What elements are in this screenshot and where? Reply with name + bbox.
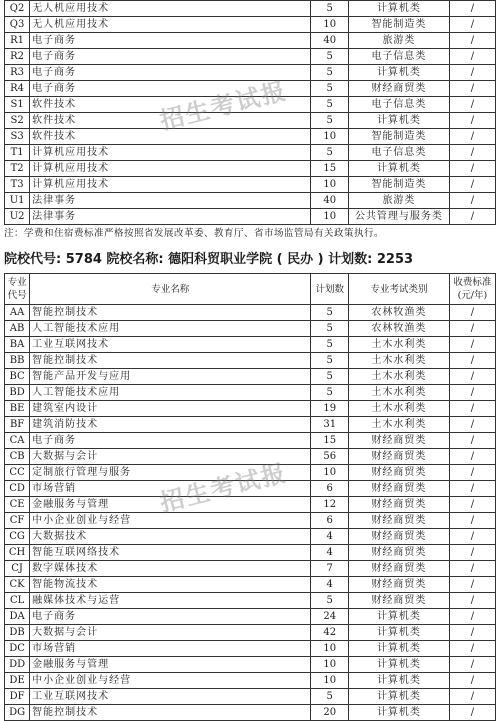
fee-cell: / [449,417,495,433]
table-row [5,385,496,401]
count-cell: 20 [311,705,349,721]
category-cell: 财经商贸类 [349,577,450,593]
major-cell: 工业互联网技术 [30,337,311,353]
fee-cell: / [449,81,495,97]
category-cell: 土木水利类 [349,369,450,385]
code-cell: CB [5,449,30,465]
category-cell: 计算机类 [349,625,450,641]
count-cell: 24 [311,609,349,625]
code-cell: CL [5,593,30,609]
category-cell: 财经商贸类 [349,449,450,465]
table-row [5,497,496,513]
fee-cell: / [449,49,495,65]
table-row [5,1,496,17]
fee-cell: / [449,657,495,673]
category-cell: 农林牧渔类 [349,305,450,321]
major-cell: 大数据与会计 [30,625,311,641]
fee-policy-note: 注：学费和住宿费标准严格按照省发展改革委、教育厅、省市场监管局有关政策执行。 [4,228,385,239]
major-cell: 计算机应用技术 [30,177,311,193]
major-cell: 无人机应用技术 [30,1,311,17]
count-cell: 5 [311,113,349,129]
count-cell: 56 [311,449,349,465]
major-cell: 智能互联网络技术 [30,545,311,561]
code-cell: CJ [5,561,30,577]
fee-cell: / [449,369,495,385]
category-cell: 计算机类 [349,1,450,17]
category-cell: 农林牧渔类 [349,321,450,337]
count-cell: 5 [311,353,349,369]
table-row [5,353,496,369]
code-cell: Q2 [5,1,30,17]
table-row [5,657,496,673]
major-cell: 融媒体技术与运营 [30,593,311,609]
major-cell: 智能物流技术 [30,577,311,593]
category-cell: 旅游类 [349,193,450,209]
code-cell: CH [5,545,30,561]
category-cell: 计算机类 [349,609,450,625]
category-cell: 计算机类 [349,673,450,689]
code-cell: CC [5,465,30,481]
code-cell: DG [5,705,30,721]
code-cell: CG [5,529,30,545]
count-cell: 5 [311,1,349,17]
table-row [5,209,496,225]
major-plan-table [4,273,496,721]
count-cell: 40 [311,33,349,49]
table-row [5,49,496,65]
header-count: 计划数 [311,274,349,305]
code-cell: DF [5,689,30,705]
table-row [5,305,496,321]
category-cell: 智能制造类 [349,17,450,33]
count-cell: 10 [311,641,349,657]
code-cell: S1 [5,97,30,113]
category-cell: 财经商贸类 [349,497,450,513]
code-cell: R1 [5,33,30,49]
fee-cell: / [449,577,495,593]
category-cell: 电子信息类 [349,97,450,113]
watermark-stamp: 招生考试报 [156,457,291,518]
fee-cell: / [449,305,495,321]
major-cell: 法律事务 [30,193,311,209]
fee-cell: / [449,161,495,177]
table-row [5,161,496,177]
category-cell: 财经商贸类 [349,513,450,529]
major-cell: 大数据与会计 [30,449,311,465]
table-row [5,577,496,593]
code-cell: S3 [5,129,30,145]
fee-cell: / [449,337,495,353]
major-cell: 软件技术 [30,97,311,113]
category-cell: 土木水利类 [349,337,450,353]
header-major: 专业名称 [30,274,311,305]
fee-cell: / [449,625,495,641]
category-cell: 财经商贸类 [349,81,450,97]
category-cell: 计算机类 [349,689,450,705]
fee-cell: / [449,673,495,689]
count-cell: 6 [311,513,349,529]
fee-cell: / [449,561,495,577]
fee-cell: / [449,17,495,33]
code-cell: DC [5,641,30,657]
code-cell: U1 [5,193,30,209]
table-row [5,641,496,657]
category-cell: 计算机类 [349,113,450,129]
major-cell: 电子商务 [30,609,311,625]
count-cell: 10 [311,177,349,193]
fee-cell: / [449,433,495,449]
count-cell: 5 [311,305,349,321]
category-cell: 智能制造类 [349,177,450,193]
count-cell: 5 [311,385,349,401]
category-cell: 电子信息类 [349,49,450,65]
major-cell: 智能控制技术 [30,705,311,721]
fee-cell: / [449,129,495,145]
count-cell: 10 [311,17,349,33]
category-cell: 财经商贸类 [349,481,450,497]
header-row [5,274,496,305]
count-cell: 10 [311,465,349,481]
fee-cell: / [449,353,495,369]
major-cell: 人工智能技术应用 [30,385,311,401]
school-header: 院校代号: 5784 院校名称: 德阳科贸职业学院 ( 民办 ) 计划数: 2253 [4,252,414,267]
fee-cell: / [449,113,495,129]
table-row [5,545,496,561]
bottom-table-body [5,305,496,721]
code-cell: DD [5,657,30,673]
category-cell: 土木水利类 [349,385,450,401]
code-cell: S2 [5,113,30,129]
code-cell: AB [5,321,30,337]
fee-cell: / [449,1,495,17]
count-cell: 5 [311,689,349,705]
code-cell: BF [5,417,30,433]
count-cell: 5 [311,145,349,161]
table-row [5,193,496,209]
category-cell: 土木水利类 [349,353,450,369]
code-cell: R3 [5,65,30,81]
count-cell: 5 [311,81,349,97]
fee-cell: / [449,465,495,481]
table-row [5,609,496,625]
code-cell: T1 [5,145,30,161]
header-category: 专业考试类别 [349,274,450,305]
category-cell: 计算机类 [349,65,450,81]
category-cell: 公共管理与服务类 [349,209,450,225]
code-cell: R2 [5,49,30,65]
fee-cell: / [449,449,495,465]
count-cell: 10 [311,129,349,145]
major-cell: 智能控制技术 [30,353,311,369]
major-cell: 建筑室内设计 [30,401,311,417]
count-cell: 19 [311,401,349,417]
major-cell: 智能产品开发与应用 [30,369,311,385]
code-cell: AA [5,305,30,321]
fee-cell: / [449,177,495,193]
fee-cell: / [449,193,495,209]
table-row [5,689,496,705]
count-cell: 5 [311,369,349,385]
major-cell: 法律事务 [30,209,311,225]
major-cell: 定制旅行管理与服务 [30,465,311,481]
major-cell: 电子商务 [30,433,311,449]
major-cell: 计算机应用技术 [30,145,311,161]
count-cell: 31 [311,417,349,433]
major-cell: 电子商务 [30,49,311,65]
table-row [5,705,496,721]
table-header [5,274,496,305]
count-cell: 5 [311,97,349,113]
count-cell: 4 [311,545,349,561]
category-cell: 计算机类 [349,161,450,177]
category-cell: 财经商贸类 [349,545,450,561]
table-row [5,529,496,545]
fee-cell: / [449,513,495,529]
fee-cell: / [449,321,495,337]
count-cell: 12 [311,497,349,513]
major-cell: 软件技术 [30,113,311,129]
major-cell: 数字媒体技术 [30,561,311,577]
major-cell: 计算机应用技术 [30,161,311,177]
count-cell: 42 [311,625,349,641]
code-cell: T2 [5,161,30,177]
table-row [5,17,496,33]
code-cell: R4 [5,81,30,97]
category-cell: 财经商贸类 [349,465,450,481]
category-cell: 财经商贸类 [349,433,450,449]
fee-cell: / [449,209,495,225]
table-row [5,513,496,529]
category-cell: 土木水利类 [349,401,450,417]
table-row [5,625,496,641]
fee-cell: / [449,145,495,161]
category-cell: 计算机类 [349,641,450,657]
major-cell: 市场营销 [30,641,311,657]
major-cell: 无人机应用技术 [30,17,311,33]
table-row [5,433,496,449]
major-cell: 软件技术 [30,129,311,145]
count-cell: 10 [311,657,349,673]
category-cell: 财经商贸类 [349,561,450,577]
count-cell: 6 [311,481,349,497]
table-row [5,673,496,689]
category-cell: 财经商贸类 [349,593,450,609]
fee-cell: / [449,97,495,113]
major-cell: 电子商务 [30,81,311,97]
count-cell: 10 [311,673,349,689]
count-cell: 5 [311,65,349,81]
major-cell: 智能控制技术 [30,305,311,321]
fee-cell: / [449,497,495,513]
count-cell: 7 [311,561,349,577]
count-cell: 4 [311,529,349,545]
major-cell: 工业互联网技术 [30,689,311,705]
table-row [5,337,496,353]
table-row [5,417,496,433]
code-cell: CD [5,481,30,497]
major-cell: 大数据技术 [30,529,311,545]
major-cell: 电子商务 [30,65,311,81]
category-cell: 计算机类 [349,705,450,721]
code-cell: CA [5,433,30,449]
count-cell: 4 [311,577,349,593]
fee-cell: / [449,593,495,609]
category-cell: 旅游类 [349,33,450,49]
fee-cell: / [449,689,495,705]
major-cell: 金融服务与管理 [30,497,311,513]
table-row [5,561,496,577]
category-cell: 财经商贸类 [349,529,450,545]
category-cell: 计算机类 [349,657,450,673]
table-row [5,369,496,385]
table-row [5,129,496,145]
fee-cell: / [449,481,495,497]
count-cell: 5 [311,337,349,353]
code-cell: U2 [5,209,30,225]
table-row [5,145,496,161]
major-cell: 中小企业创业与经营 [30,673,311,689]
table-row [5,113,496,129]
fee-cell: / [449,65,495,81]
code-cell: BC [5,369,30,385]
fee-cell: / [449,641,495,657]
count-cell: 15 [311,433,349,449]
count-cell: 5 [311,593,349,609]
table-row [5,177,496,193]
table-row [5,401,496,417]
code-cell: Q3 [5,17,30,33]
fee-cell: / [449,545,495,561]
code-cell: BD [5,385,30,401]
code-cell: DA [5,609,30,625]
major-cell: 市场营销 [30,481,311,497]
count-cell: 5 [311,49,349,65]
fee-cell: / [449,401,495,417]
major-cell: 人工智能技术应用 [30,321,311,337]
code-cell: BB [5,353,30,369]
major-cell: 中小企业创业与经营 [30,513,311,529]
fee-cell: / [449,385,495,401]
fee-cell: / [449,33,495,49]
header-code: 专业代号 [5,274,30,305]
fee-cell: / [449,529,495,545]
count-cell: 15 [311,161,349,177]
code-cell: CK [5,577,30,593]
category-cell: 电子信息类 [349,145,450,161]
table-row [5,33,496,49]
count-cell: 10 [311,209,349,225]
table-row [5,593,496,609]
code-cell: CE [5,497,30,513]
count-cell: 5 [311,321,349,337]
code-cell: DB [5,625,30,641]
major-cell: 金融服务与管理 [30,657,311,673]
category-cell: 土木水利类 [349,417,450,433]
major-cell: 建筑消防技术 [30,417,311,433]
code-cell: BE [5,401,30,417]
code-cell: T3 [5,177,30,193]
header-fee: 收费标准(元/年) [449,274,495,305]
fee-cell: / [449,705,495,721]
category-cell: 智能制造类 [349,129,450,145]
code-cell: CF [5,513,30,529]
code-cell: DE [5,673,30,689]
table-row [5,321,496,337]
watermark-stamp: 招生考试报 [156,75,291,136]
count-cell: 40 [311,193,349,209]
major-cell: 电子商务 [30,33,311,49]
fee-cell: / [449,609,495,625]
code-cell: BA [5,337,30,353]
